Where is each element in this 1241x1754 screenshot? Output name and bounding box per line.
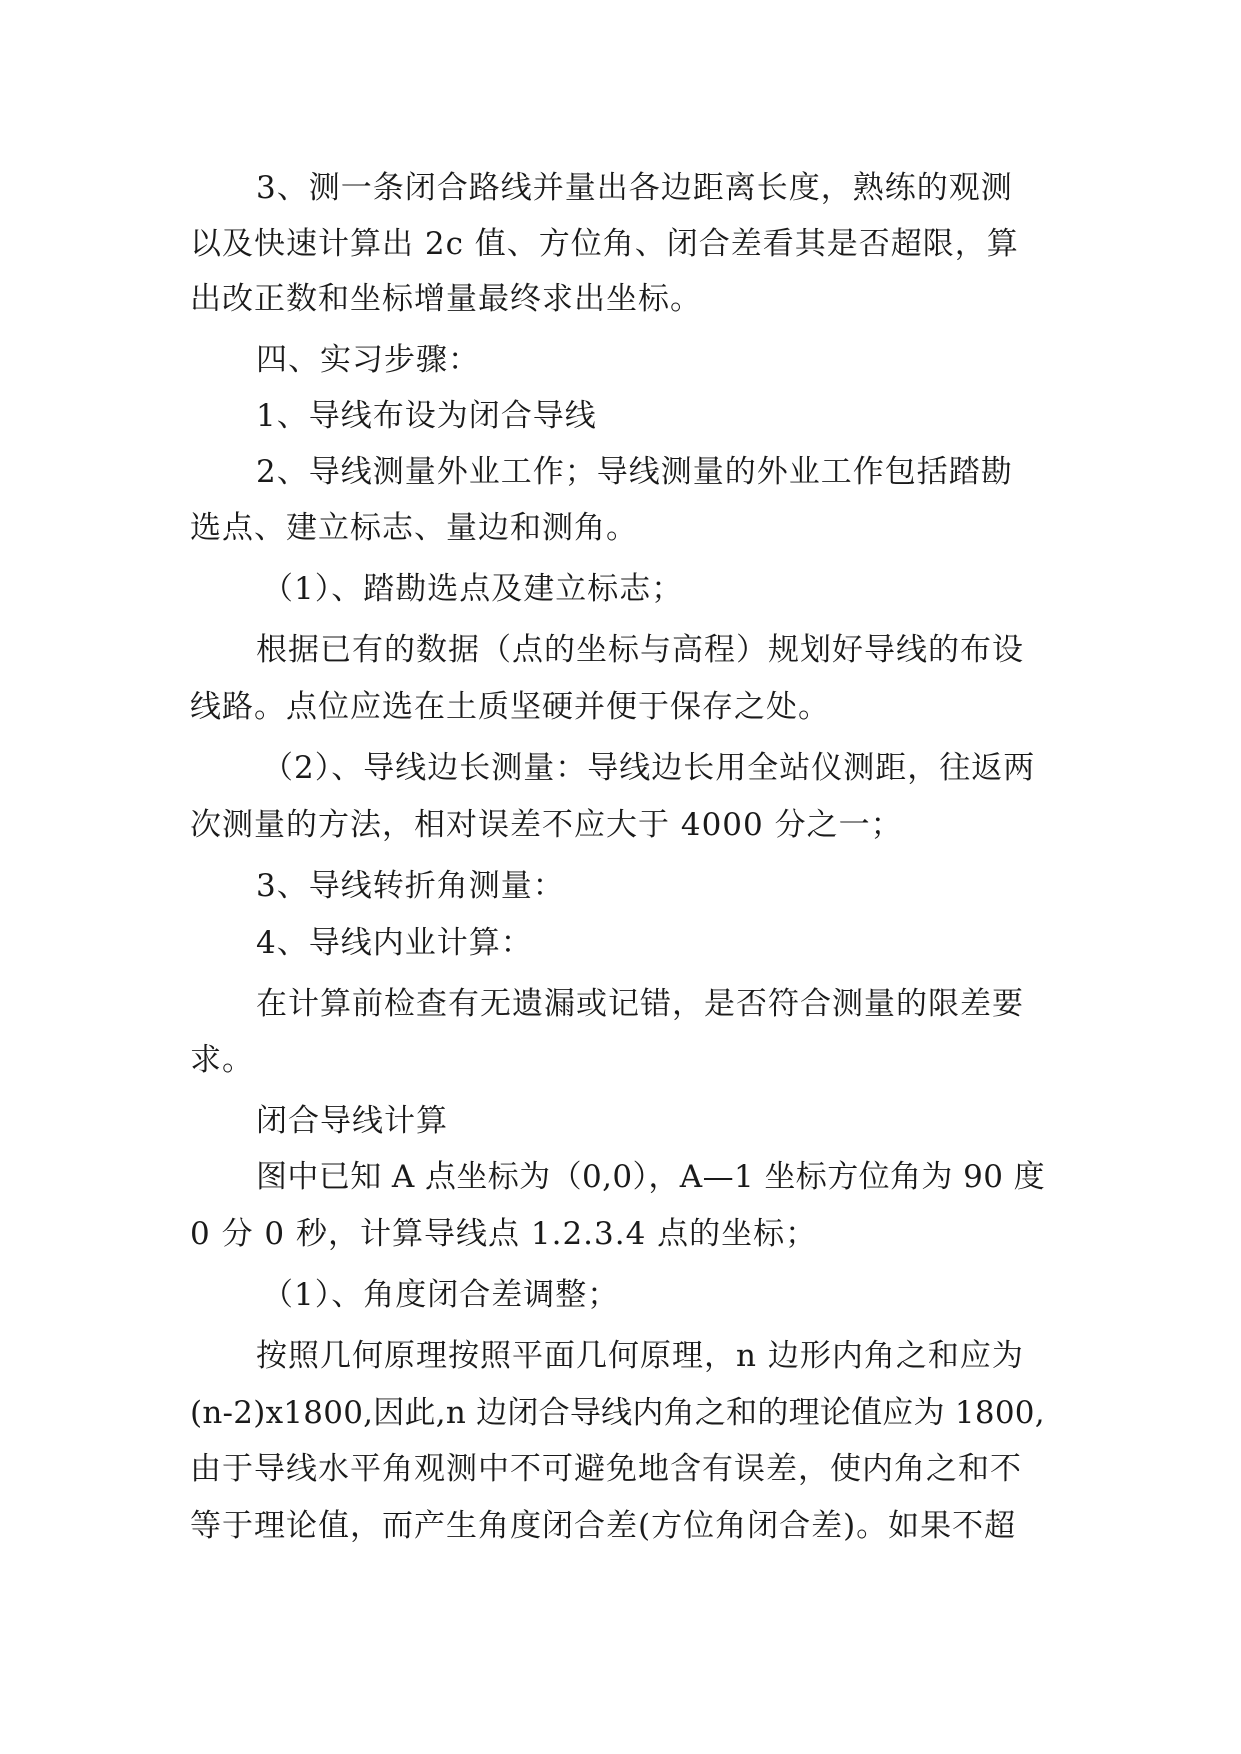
section-heading-steps: 四、实习步骤： [256,342,480,378]
subheading-closed-traverse: 闭合导线计算 [256,1103,448,1139]
text-line-21: 按照几何原理按照平面几何原理，n 边形内角之和应为 [256,1338,1024,1374]
text-line-6: 2、导线测量外业工作；导线测量的外业工作包括踏勘 [256,454,1013,490]
text-line-1: 3、测一条闭合路线并量出各边距离长度，熟练的观测 [256,170,1013,206]
text-line-3: 出改正数和坐标增量最终求出坐标。 [190,281,702,317]
text-line-11: （2）、导线边长测量：导线边长用全站仪测距，往返两 [262,750,1036,786]
text-line-9: 根据已有的数据（点的坐标与高程）规划好导线的布设 [256,632,1024,668]
text-line-23: 由于导线水平角观测中不可避免地含有误差，使内角之和不 [190,1451,1022,1487]
text-line-2: 以及快速计算出 2c 值、方位角、闭合差看其是否超限，算 [190,226,1019,262]
text-line-7: 选点、建立标志、量边和测角。 [190,510,638,546]
text-line-16: 求。 [190,1042,254,1078]
text-line-12: 次测量的方法，相对误差不应大于 4000 分之一； [190,807,903,843]
text-line-15: 在计算前检查有无遗漏或记错，是否符合测量的限差要 [256,986,1024,1022]
text-line-19: 0 分 0 秒，计算导线点 1.2.3.4 点的坐标； [190,1216,818,1252]
text-line-14: 4、导线内业计算： [256,925,533,961]
text-line-13: 3、导线转折角测量： [256,868,565,904]
text-line-20: （1）、角度闭合差调整； [262,1277,620,1313]
text-line-22: (n-2)x1800,因此,n 边闭合导线内角之和的理论值应为 1800, [190,1395,1045,1431]
text-line-10: 线路。点位应选在土质坚硬并便于保存之处。 [190,689,830,725]
text-line-24: 等于理论值，而产生角度闭合差(方位角闭合差)。如果不超 [190,1508,1017,1544]
text-line-5: 1、导线布设为闭合导线 [256,398,597,434]
text-line-18: 图中已知 A 点坐标为（0,0），A—1 坐标方位角为 90 度 [256,1159,1046,1195]
text-line-8: （1）、踏勘选点及建立标志； [262,571,684,607]
